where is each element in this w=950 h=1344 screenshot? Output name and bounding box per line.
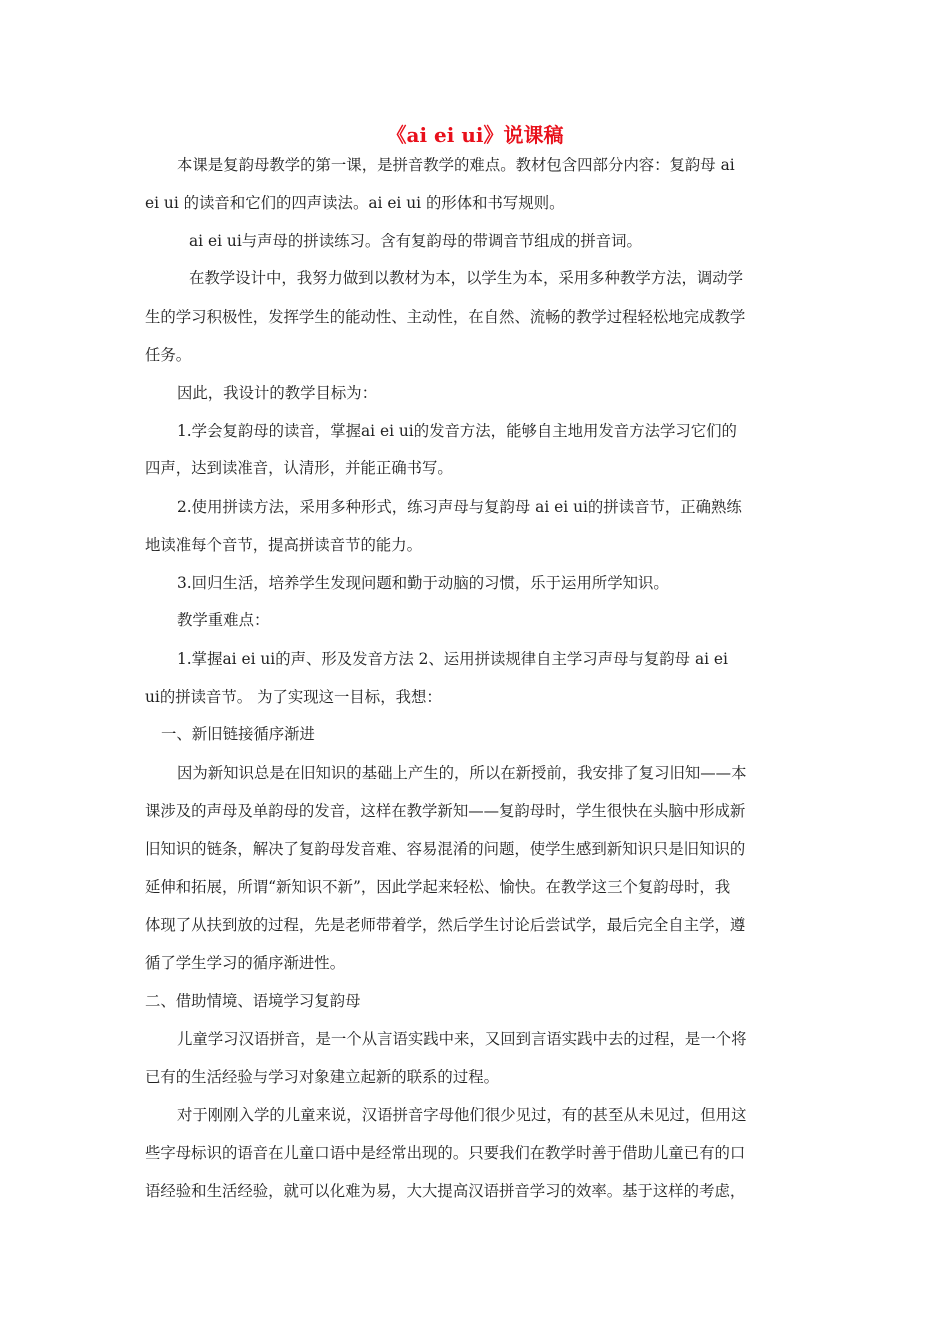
paragraph-line: ei ui 的读音和它们的四声读法。ai ei ui 的形体和书写规则。 [145, 194, 565, 212]
paragraph-line: 教学重难点： [177, 611, 270, 629]
paragraph-line: 2.使用拼读方法，采用多种形式，练习声母与复韵母 ai ei ui的拼读音节，正确熟练 [177, 498, 742, 516]
paragraph-line: 四声，达到读准音，认清形，并能正确书写。 [145, 459, 453, 477]
paragraph-line: 1.掌握ai ei ui的声、形及发音方法 2、运用拼读规律自主学习声母与复韵母 ai ei [177, 650, 728, 668]
paragraph-line: 延伸和拓展，所谓“新知识不新”，因此学起来轻松、愉快。在教学这三个复韵母时，我 [145, 878, 731, 896]
paragraph-line: 3.回归生活，培养学生发现问题和勤于动脑的习惯，乐于运用所学知识。 [177, 574, 669, 592]
paragraph-line: 旧知识的链条，解决了复韵母发音难、容易混淆的问题，使学生感到新知识只是旧知识的 [145, 840, 746, 858]
paragraph-line: 对于刚刚入学的儿童来说，汉语拼音字母他们很少见过，有的甚至从未见过，但用这 [177, 1106, 747, 1124]
paragraph-line: 些字母标识的语音在儿童口语中是经常出现的。只要我们在教学时善于借助儿童已有的口 [145, 1144, 746, 1162]
paragraph-line: 因为新知识总是在旧知识的基础上产生的，所以在新授前，我安排了复习旧知——本 [177, 764, 747, 782]
paragraph-line: ui的拼读音节。 为了实现这一目标，我想： [145, 688, 442, 706]
paragraph-line: 地读准每个音节，提高拼读音节的能力。 [145, 536, 423, 554]
paragraph-line: 课涉及的声母及单韵母的发音，这样在教学新知——复韵母时，学生很快在头脑中形成新 [145, 802, 746, 820]
paragraph-line: 语经验和生活经验，就可以化难为易，大大提高汉语拼音学习的效率。基于这样的考虑， [145, 1182, 746, 1200]
paragraph-line: 在教学设计中，我努力做到以教材为本，以学生为本，采用多种教学方法，调动学 [189, 269, 744, 287]
section-heading: 一、新旧链接循序渐进 [161, 725, 315, 743]
section-heading: 二、借助情境、语境学习复韵母 [145, 992, 361, 1010]
paragraph-line: 体现了从扶到放的过程，先是老师带着学，然后学生讨论后尝试学，最后完全自主学，遵 [145, 916, 746, 934]
paragraph-line: 因此，我设计的教学目标为： [177, 384, 378, 402]
document-title: 《ai ei ui》说课稿 [386, 123, 564, 147]
paragraph-line: 儿童学习汉语拼音，是一个从言语实践中来，又回到言语实践中去的过程，是一个将 [177, 1030, 747, 1048]
paragraph-line: 任务。 [145, 346, 192, 364]
paragraph-line: 1.学会复韵母的读音，掌握ai ei ui的发音方法，能够自主地用发音方法学习它们的 [177, 422, 737, 440]
paragraph-line: 生的学习积极性，发挥学生的能动性、主动性，在自然、流畅的教学过程轻松地完成教学 [145, 308, 746, 326]
paragraph-line: ai ei ui与声母的拼读练习。含有复韵母的带调音节组成的拼音词。 [189, 232, 642, 250]
paragraph-line: 已有的生活经验与学习对象建立起新的联系的过程。 [145, 1068, 499, 1086]
paragraph-line: 循了学生学习的循序渐进性。 [145, 954, 346, 972]
paragraph-line: 本课是复韵母教学的第一课，是拼音教学的难点。教材包含四部分内容：复韵母 ai [177, 156, 735, 174]
